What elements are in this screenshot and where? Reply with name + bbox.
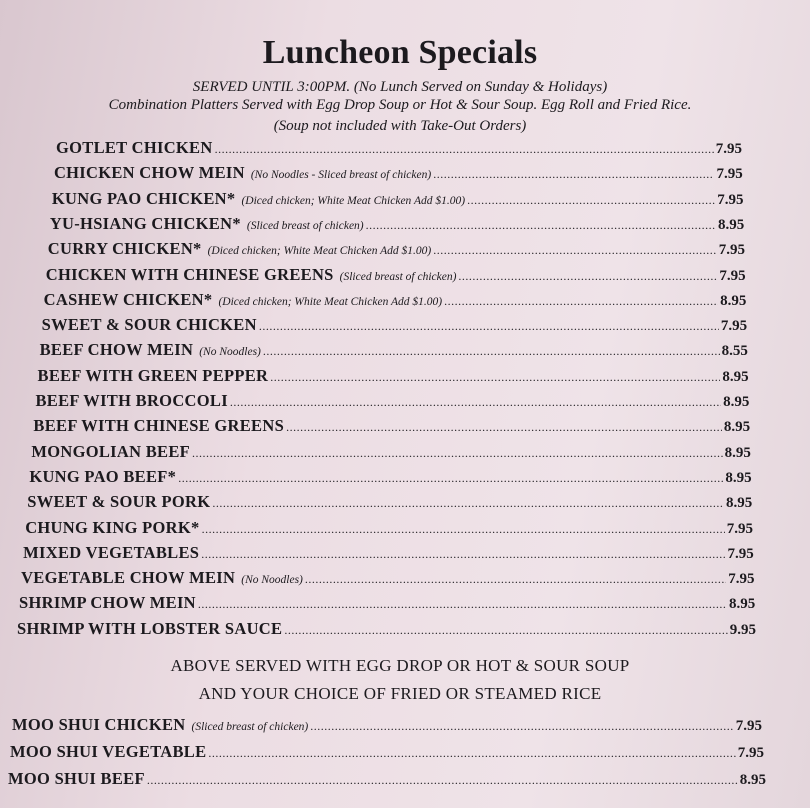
menu-item-note: (Diced chicken; White Meat Chicken Add $1.00) xyxy=(218,295,443,308)
menu-item-name: BEEF WITH BROCCOLI xyxy=(35,391,228,410)
menu-item xyxy=(8,769,766,789)
menu-item-name: CHICKEN WITH CHINESE GREENS xyxy=(45,264,334,284)
menu-item-name: MONGOLIAN BEEF xyxy=(31,441,191,461)
menu-item-name: CASHEW CHICKEN* xyxy=(43,289,213,309)
menu-item-name: BEEF WITH CHINESE GREENS xyxy=(33,416,285,436)
menu-item-price: 7.95 xyxy=(716,166,743,183)
menu-item-price: 8.95 xyxy=(722,368,749,385)
menu-item-name: SHRIMP WITH LOBSTER SAUCE xyxy=(17,618,283,638)
dot-leader xyxy=(286,420,722,435)
menu-item-note: (Diced chicken; White Meat Chicken Add $1.00) xyxy=(207,245,432,258)
menu-item-name: BEEF CHOW MEIN xyxy=(39,340,194,360)
menu-item-price: 8.95 xyxy=(723,419,751,436)
menu-item-price: 8.95 xyxy=(717,216,745,233)
menu-item xyxy=(44,290,747,310)
menu-item-note: (Diced chicken; White Meat Chicken Add $1.00) xyxy=(241,194,466,207)
dot-leader xyxy=(433,167,714,182)
menu-item-price: 7.95 xyxy=(727,545,754,562)
menu-item xyxy=(12,715,762,735)
menu-item-price: 8.95 xyxy=(723,394,750,410)
served-with-note-line2: AND YOUR CHOICE OF FRIED OR STEAMED RICE xyxy=(198,684,602,703)
menu-item-price: 8.95 xyxy=(739,772,766,788)
dot-leader xyxy=(198,597,727,612)
dot-leader xyxy=(458,269,717,284)
dot-leader xyxy=(444,294,718,309)
dot-leader xyxy=(259,319,719,334)
menu-item-price: 8.95 xyxy=(729,596,756,613)
dot-leader xyxy=(284,623,727,638)
menu-item xyxy=(46,265,746,285)
menu-item-price: 7.95 xyxy=(718,242,745,259)
menu-item xyxy=(10,742,764,762)
menu-item xyxy=(27,492,752,512)
dot-leader xyxy=(270,370,720,385)
menu-item-name: CHUNG KING PORK* xyxy=(25,517,200,537)
menu-item xyxy=(38,366,749,386)
menu-item-price: 8.95 xyxy=(724,444,751,461)
dot-leader xyxy=(310,719,734,734)
menu-item-price: 8.95 xyxy=(726,495,753,512)
menu-item xyxy=(48,239,745,259)
served-with-note-line1: ABOVE SERVED WITH EGG DROP OR HOT & SOUR SOUP xyxy=(170,656,630,675)
menu-item xyxy=(31,442,750,462)
dot-leader xyxy=(230,395,721,410)
menu-item-note: (No Noodles) xyxy=(241,574,303,587)
menu-item xyxy=(19,593,755,613)
menu-item-name: MOO SHUI VEGETABLE xyxy=(10,742,207,761)
menu-item-price: 7.95 xyxy=(717,191,744,208)
menu-item-name: SHRIMP CHOW MEIN xyxy=(19,593,196,613)
menu-item-name: SWEET & SOUR PORK xyxy=(27,492,211,512)
menu-item xyxy=(56,138,742,158)
menu-item-name: YU-HSIANG CHICKEN* xyxy=(49,213,241,233)
menu-item-price: 7.95 xyxy=(735,718,762,734)
dot-leader xyxy=(305,572,726,587)
dot-leader xyxy=(202,522,725,537)
service-hours-note: SERVED UNTIL 3:00PM. (No Lunch Served on Sunday & Holidays) xyxy=(192,79,608,95)
menu-item-price: 7.95 xyxy=(715,141,742,157)
menu-item-price: 9.95 xyxy=(729,621,756,638)
combination-note: Combination Platters Served with Egg Drop Soup or Hot & Sour Soup. Egg Roll and Fried Rice. xyxy=(108,97,692,113)
menu-item xyxy=(29,467,751,487)
menu-item xyxy=(40,340,748,360)
menu-item xyxy=(33,416,750,436)
menu-item-name: SWEET & SOUR CHICKEN xyxy=(41,315,257,335)
menu-title: Luncheon Specials xyxy=(262,34,538,71)
menu-item-price: 7.95 xyxy=(726,520,754,537)
menu-item xyxy=(54,163,743,183)
menu-item-name: KUNG PAO BEEF* xyxy=(29,466,177,486)
menu-item-name: BEEF WITH GREEN PEPPER xyxy=(37,365,269,385)
menu-item xyxy=(21,568,754,588)
dot-leader xyxy=(212,496,724,511)
dot-leader xyxy=(147,773,738,788)
menu-item-name: CHICKEN CHOW MEIN xyxy=(53,163,245,183)
dot-leader xyxy=(192,446,723,461)
menu-item xyxy=(25,518,753,538)
menu-item-name: VEGETABLE CHOW MEIN xyxy=(21,568,236,588)
menu-item-name: GOTLET CHICKEN xyxy=(56,138,213,157)
takeout-note: (Soup not included with Take-Out Orders) xyxy=(273,118,527,134)
menu-item xyxy=(52,189,744,209)
menu-item xyxy=(23,543,754,563)
dot-leader xyxy=(215,142,714,157)
menu-item-price: 8.95 xyxy=(725,469,752,486)
menu-item-price: 7.95 xyxy=(728,571,755,588)
menu-item-name: MIXED VEGETABLES xyxy=(23,542,200,562)
menu-item xyxy=(35,391,749,411)
menu-item-name: MOO SHUI CHICKEN xyxy=(12,715,186,734)
menu-item xyxy=(50,214,744,234)
menu-item-note: (Sliced breast of chicken) xyxy=(246,219,364,232)
dot-leader xyxy=(178,471,723,486)
menu-item-price: 8.55 xyxy=(721,343,748,360)
menu-item-note: (Sliced breast of chicken) xyxy=(339,270,457,283)
dot-leader xyxy=(201,547,725,562)
dot-leader xyxy=(366,218,716,233)
menu-item-name: KUNG PAO CHICKEN* xyxy=(51,188,236,208)
dot-leader xyxy=(208,746,735,761)
menu-item-price: 7.95 xyxy=(720,318,748,335)
menu-item-name: CURRY CHICKEN* xyxy=(47,239,202,259)
menu-item-note: (Sliced breast of chicken) xyxy=(191,721,309,733)
menu-item-note: (No Noodles) xyxy=(199,346,261,359)
menu-item-note: (No Noodles - Sliced breast of chicken) xyxy=(250,169,432,182)
menu-item xyxy=(42,315,748,335)
menu-item-price: 8.95 xyxy=(720,292,747,309)
dot-leader xyxy=(433,243,716,258)
menu-item xyxy=(17,619,756,639)
dot-leader xyxy=(467,193,715,208)
menu-item-price: 7.95 xyxy=(719,267,746,284)
menu-item-price: 7.95 xyxy=(737,745,764,761)
menu-item-name: MOO SHUI BEEF xyxy=(8,769,145,788)
dot-leader xyxy=(263,344,720,359)
